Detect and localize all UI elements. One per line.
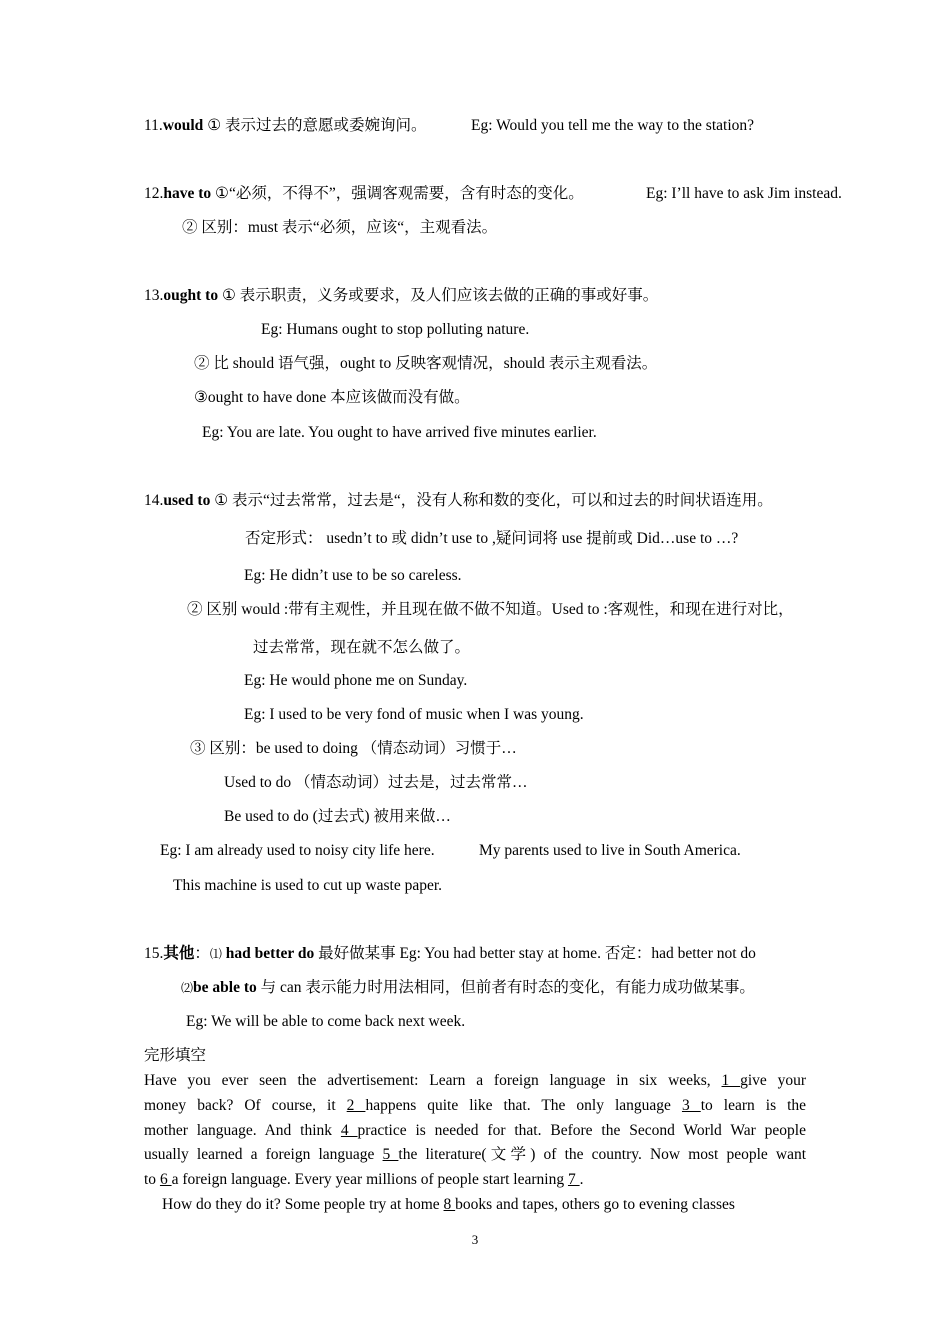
- keyword: 其他: [163, 945, 195, 962]
- example: Eg: I used to be very fond of music when I was young.: [244, 706, 584, 723]
- keyword: have to: [163, 185, 212, 202]
- cloze-passage: [144, 1069, 806, 1218]
- keyword: be able to: [193, 979, 257, 996]
- section-12: [144, 184, 584, 204]
- blank-5: 5: [382, 1146, 399, 1164]
- example: Eg: He didn’t use to be so careless.: [244, 567, 462, 584]
- example: Eg: He would phone me on Sunday.: [244, 672, 468, 689]
- page-number: 3: [471, 1232, 479, 1247]
- description: 最好做某事 Eg: You had better stay at home. 否定：had better not do: [314, 945, 756, 962]
- description: ① 表示职责，义务或要求，及人们应该去做的正确的事或好事。: [218, 287, 659, 304]
- note: ③ 区别：be used to doing （情态动词）习惯于…: [190, 740, 517, 757]
- passage-line: money back? Of course, it 2 happens quite like that. The only language 3 to learn is the: [144, 1096, 807, 1114]
- note: ② 比 should 语气强，ought to 反映客观情况，should 表示主观看法。: [194, 355, 658, 372]
- keyword: had better do: [225, 945, 315, 962]
- section-13: [144, 286, 658, 306]
- example: Eg: Would you tell me the way to the station?: [471, 117, 755, 134]
- description: 与 can 表示能力时用法相同，但前者有时态的变化，有能力成功做某事。: [256, 979, 755, 996]
- description: ① 表示过去的意愿或委婉询问。: [203, 117, 427, 134]
- item-number: 13.: [144, 287, 164, 304]
- section-14: [144, 491, 773, 511]
- blank-8: 8: [443, 1195, 456, 1213]
- note: [181, 978, 755, 998]
- blank-1: 1: [721, 1072, 741, 1089]
- item-number: 11.: [144, 117, 163, 134]
- keyword: ought to: [163, 287, 219, 304]
- example: My parents used to live in South America.: [479, 842, 741, 859]
- example: Eg: Humans ought to stop polluting nature.: [261, 321, 530, 338]
- note: ② 区别 would :带有主观性，并且现在做不做不知道。Used to :客观性，和现在进行对比，: [187, 601, 794, 618]
- item-number: 14.: [144, 492, 164, 509]
- blank-3: 3: [681, 1096, 701, 1114]
- example: This machine is used to cut up waste paper.: [173, 877, 443, 894]
- marker: ⑵: [181, 981, 194, 995]
- blank-7: 7: [567, 1171, 580, 1189]
- blank-6: 6: [159, 1171, 172, 1189]
- note: Be used to do (过去式) 被用来做…: [224, 808, 451, 825]
- example: Eg: You are late. You ought to have arrived five minutes earlier.: [202, 424, 597, 441]
- example: Eg: We will be able to come back next week.: [186, 1013, 466, 1030]
- example: Eg: I’ll have to ask Jim instead.: [646, 185, 842, 202]
- cloze-title: 完形填空: [144, 1047, 207, 1064]
- item-number: 12.: [144, 185, 164, 202]
- section-15: 15.其他：⑴ had better do 最好做某事 Eg: You had better stay at home. 否定：had better not do: [144, 945, 756, 962]
- passage-line: to 6 a foreign language. Every year millions of people start learning 7 .: [144, 1171, 584, 1189]
- passage-line: usually learned a foreign language 5 the literature(文学) of the country. Now most people want: [144, 1146, 807, 1164]
- note: Used to do （情态动词）过去是，过去常常…: [224, 774, 528, 791]
- blank-2: 2: [346, 1096, 366, 1114]
- passage-line: Have you ever seen the advertisement: Learn a foreign language in six weeks, 1 give your: [144, 1072, 807, 1089]
- negative-form: 否定形式： usedn’t to 或 didn’t use to ,疑问词将 use 提前或 Did…use to …?: [245, 530, 739, 547]
- passage-line: mother language. And think 4 practice is needed for that. Before the Second World War people: [144, 1121, 806, 1139]
- note: ③ought to have done 本应该做而没有做。: [194, 389, 470, 406]
- example: Eg: I am already used to noisy city life here.: [160, 842, 435, 859]
- description: ①“必须，不得不”，强调客观需要，含有时态的变化。: [211, 185, 584, 202]
- item-number: 15.: [144, 945, 164, 962]
- blank-4: 4: [340, 1121, 358, 1139]
- keyword: used to: [163, 492, 211, 509]
- section-11: [144, 116, 426, 136]
- keyword: would: [162, 117, 204, 134]
- marker: ⑴: [209, 947, 222, 961]
- description: ① 表示“过去常常，过去是“，没有人称和数的变化，可以和过去的时间状语连用。: [210, 492, 773, 509]
- passage-line: How do they do it? Some people try at home 8 books and tapes, others go to evening classes: [162, 1195, 735, 1213]
- note: 过去常常，现在就不怎么做了。: [253, 639, 471, 656]
- note: ② 区别：must 表示“必须，应该“，主观看法。: [182, 219, 498, 236]
